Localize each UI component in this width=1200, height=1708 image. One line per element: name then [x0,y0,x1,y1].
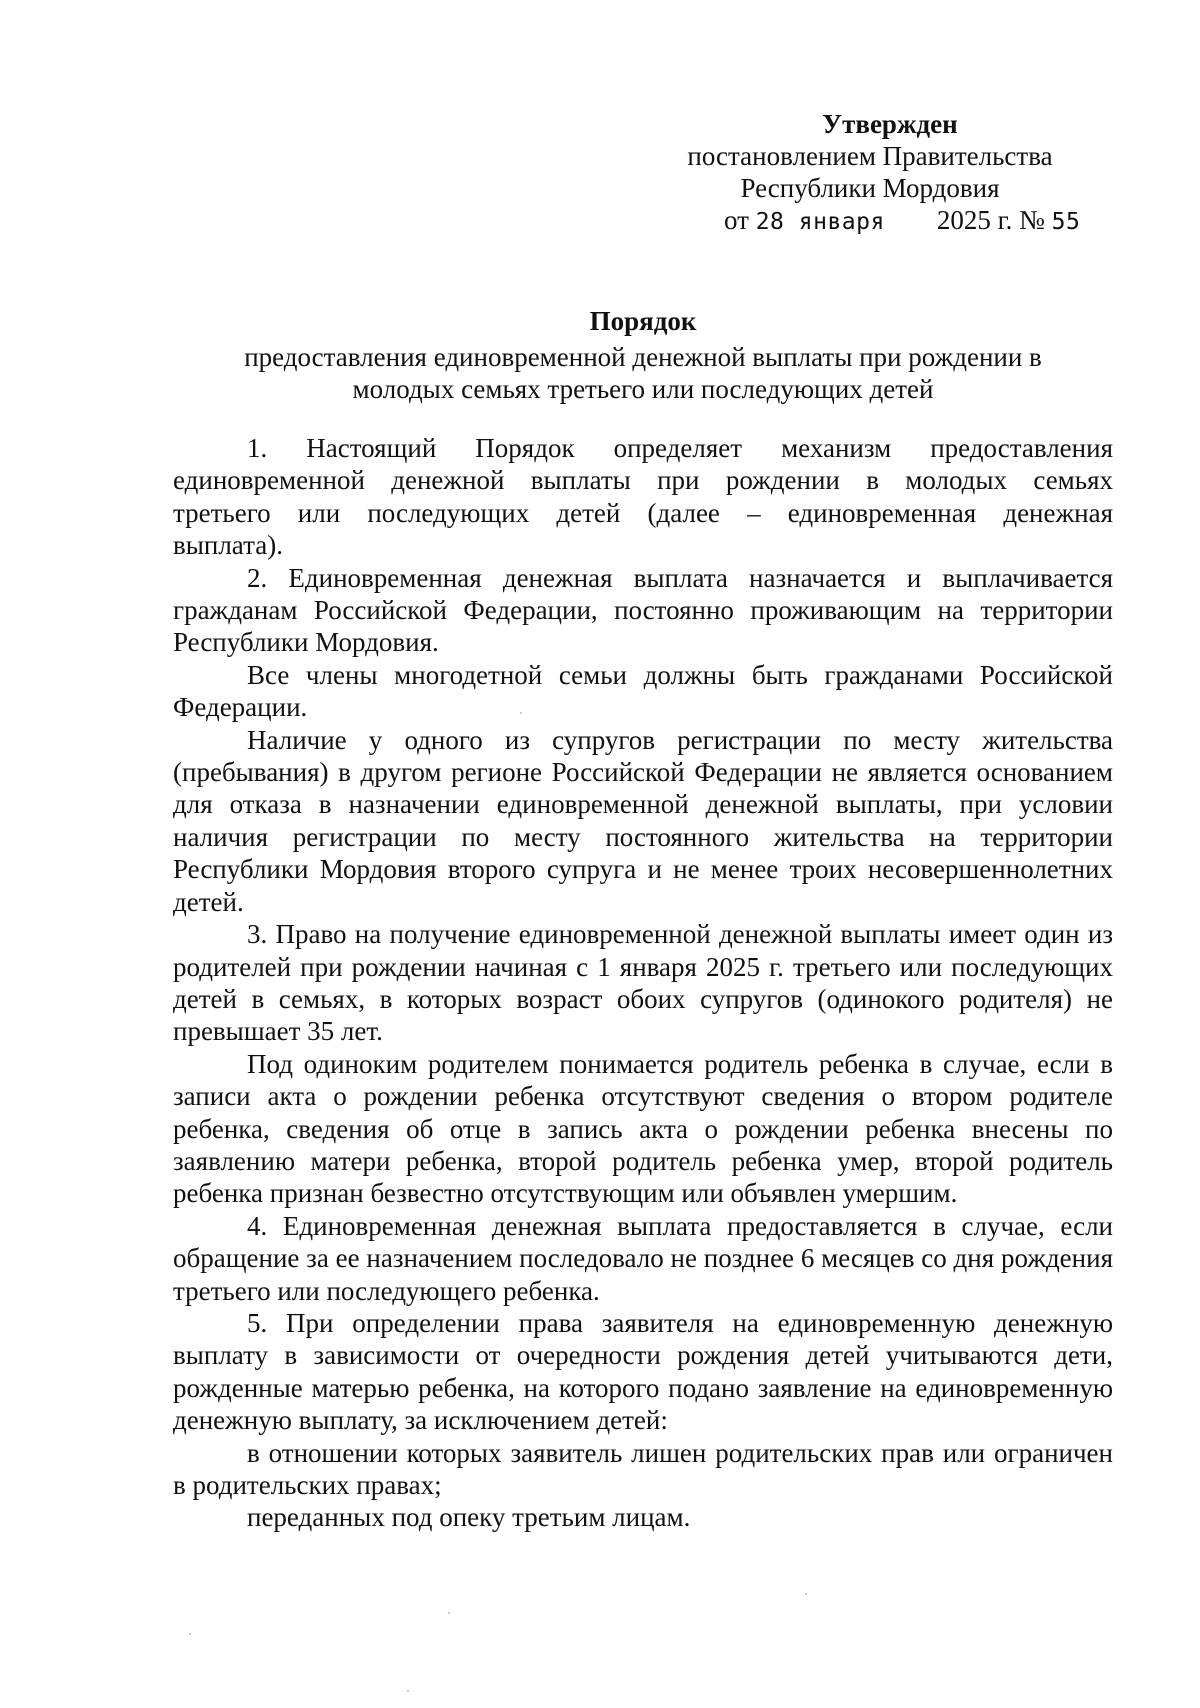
resolution-number: 55 [1051,209,1081,235]
paragraph-8: 5. При определении права заявителя на единовременную денежную выплату в зависимости от очередности рождения детей учитываются дети, рожденные матерью ребенка, на которого подано заявление на единовременную денежную выплату, за исключением детей: [173,1307,1113,1436]
document-subtitle-line-1: предоставления единовременной денежной выплаты при рождении в [244,342,1042,372]
paragraph-9: в отношении которых заявитель лишен родительских прав или ограничен в родительских правах; [173,1437,1113,1500]
paragraph-1: 1. Настоящий Порядок определяет механизм предоставления единовременной денежной выплаты при рождении в молодых семьях третьего или последующих детей (далее – единовременная денежная выплата). [173,433,1113,561]
paragraph-2: 2. Единовременная денежная выплата назначается и выплачивается гражданам Российской Федерации, постоянно проживающим на территории Республики Мордовия. [173,562,1113,658]
date-prefix: от [724,205,749,235]
paragraph-5: 3. Право на получение единовременной денежной выплаты имеет один из родителей при рождении начиная с 1 января 2025 г. третьего или последующих детей в семьях, в которых возраст обоих супругов (одинокого родителя) не превышает 35 лет. [173,919,1113,1047]
paragraph-3: Все члены многодетной семьи должны быть гражданами Российской Федерации. [173,659,1113,723]
document-heading [173,305,1113,405]
approval-date-line [660,204,1080,238]
paragraph-7: 4. Единовременная денежная выплата предоставляется в случае, если обращение за ее назначением последовало не позднее 6 месяцев со дня рождения третьего или последующего ребенка. [173,1210,1113,1306]
paragraph-10: переданных под опеку третьим лицам. [247,1502,691,1533]
approval-line-republic: Республики Мордовия [740,173,1000,203]
approval-title: Утвержден [822,109,958,139]
paragraph-6: Под одиноким родителем понимается родитель ребенка в случае, если в записи акта о рождении ребенка отсутствуют сведения о втором родителе ребенка, сведения об отце в запись акта о рождении ребенка внесены по заявлению матери ребенка, второй родитель ребенка умер, второй родитель ребенка признан безвестно отсутствующим или объявлен умершим. [173,1048,1113,1209]
approval-stamp [660,108,1080,238]
document-title: Порядок [589,306,697,336]
date-year: 2025 г. № [936,205,1045,235]
date-day-month: 28 января [755,209,885,235]
document-subtitle-line-2: молодых семьях третьего или последующих детей [352,374,934,404]
paragraph-4: Наличие у одного из супругов регистрации по месту жительства (пребывания) в другом регионе Российской Федерации не является основанием для отказа в назначении единовременной денежной выплаты, при условии наличия регистрации по месту постоянного жительства на территории Республики Мордовия второго супруга и не менее троих несовершеннолетних детей. [173,724,1113,917]
document-body [173,432,1113,1534]
approval-line-resolution: постановлением Правительства [687,141,1053,171]
